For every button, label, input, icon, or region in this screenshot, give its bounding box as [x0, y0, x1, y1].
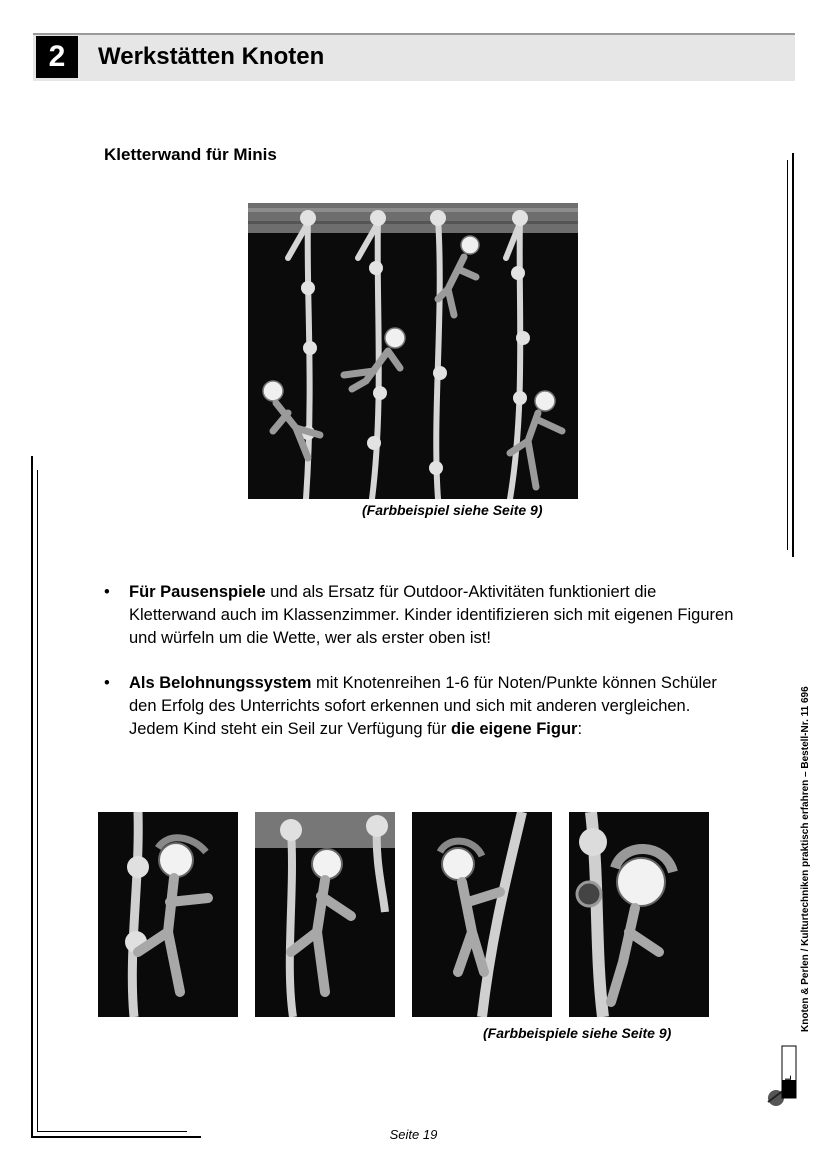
logo-text: KOHL [784, 1075, 793, 1098]
small-photos-caption: (Farbbeispiele siehe Seite 9) [483, 1025, 672, 1041]
bullet-icon: • [104, 674, 110, 692]
left-frame-inner [37, 470, 38, 1132]
climbing-wall-photo [248, 203, 578, 499]
chapter-number: 2 [36, 36, 78, 78]
right-frame-outer [792, 153, 794, 557]
figure-photo-1 [98, 812, 238, 1017]
figure-photo-4 [569, 812, 709, 1017]
list-item [104, 672, 744, 741]
bullet-lead: Für Pausenspiele [129, 583, 266, 601]
left-frame-outer [31, 456, 33, 1138]
bullet-tail: : [577, 720, 583, 738]
bullet-list [104, 581, 744, 763]
bullet-text: und als Ersatz für Outdoor-Aktivitäten funktioniert die Kletterwand auch im Klassenzimmer. Kinder identifizieren sich mit eigenen Figuren und würfeln um die Wette, wer als erster oben ist! [129, 583, 734, 647]
publisher-logo [762, 1040, 810, 1108]
figure-photo-3 [412, 812, 552, 1017]
sidebar-order-info: Knoten & Perlen / Kulturtechniken praktisch erfahren – Bestell-Nr. 11 696 [800, 686, 811, 1032]
bullet-tail-bold: die eigene Figur [450, 720, 578, 738]
figure-photo-2 [255, 812, 395, 1017]
list-item [104, 581, 744, 650]
section-title: Kletterwand für Minis [104, 145, 277, 164]
main-photo-caption: (Farbbeispiel siehe Seite 9) [362, 502, 543, 518]
page-number: Seite 19 [389, 1127, 438, 1142]
right-frame-inner [787, 160, 788, 550]
bullet-icon: • [104, 583, 110, 601]
bullet-text: mit Knotenreihen 1-6 für Noten/Punkte können Schüler den Erfolg des Unterrichts sofort erkennen und sich mit anderen vergleichen. Jedem Kind steht ein Seil zur Verfügung für [129, 674, 717, 738]
page-title: Werkstätten Knoten [98, 43, 325, 70]
bullet-lead: Als Belohnungssystem [129, 674, 312, 692]
